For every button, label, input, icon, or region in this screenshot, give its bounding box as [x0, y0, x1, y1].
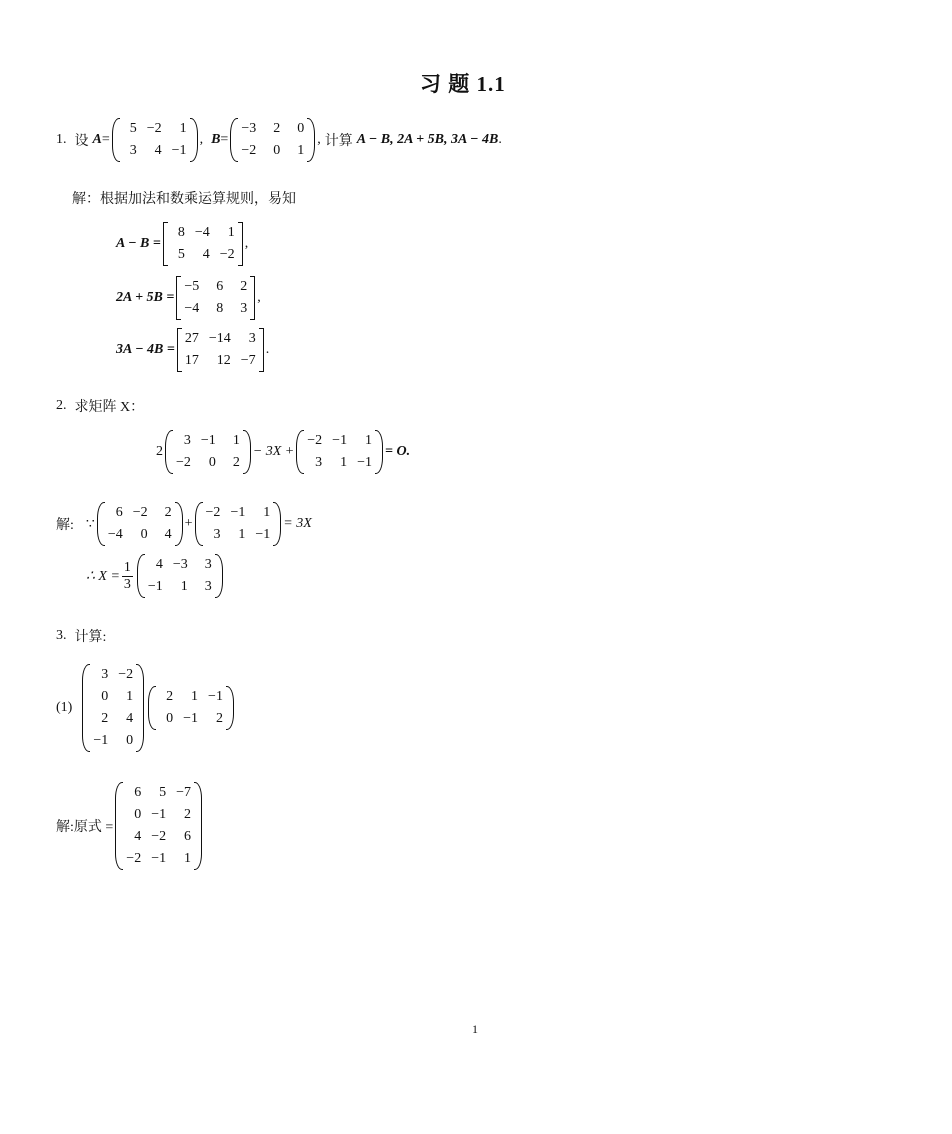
matrix-entry: 2 — [184, 807, 192, 822]
matrix-entry: −1 — [200, 433, 216, 448]
compute-text: 计算 — [324, 134, 353, 149]
matrix-entry: 3 — [248, 331, 256, 346]
problem-1-label: 1. — [56, 132, 67, 147]
matrix-entry: 2 — [273, 121, 281, 136]
matrix-entry: 0 — [297, 121, 305, 136]
matrix-4x2 — [82, 664, 144, 752]
matrix-entry: −1 — [357, 455, 372, 470]
matrix-entry: −5 — [184, 279, 200, 294]
fraction-denominator: 3 — [123, 576, 131, 592]
matrix-entry: 4 — [164, 527, 172, 542]
therefore-x: ∴ X = — [86, 568, 120, 584]
compute-targets: A − B, 2A + 5B, 3A − 4B — [356, 132, 499, 147]
page-title: 习 题 1.1 — [420, 72, 506, 96]
matrix-entry: 1 — [263, 505, 271, 520]
matrix-entry: 1 — [180, 579, 188, 594]
matrix-entry: 5 — [177, 247, 185, 262]
equals-sign: = — [220, 132, 229, 147]
matrix-entry: 6 — [134, 785, 142, 800]
matrix-entry: −2 — [151, 829, 167, 844]
matrix-a — [112, 118, 198, 162]
result-lhs: 3A − 4B = — [116, 342, 175, 357]
matrix-entry: 0 — [166, 711, 174, 726]
matrix-entry: −2 — [205, 505, 221, 520]
matrix-entry: 1 — [184, 851, 192, 866]
result-end: . — [265, 342, 270, 357]
result-lhs: 2A + 5B = — [116, 290, 175, 305]
result-a-minus-b — [116, 222, 248, 266]
problem-1-set-text: 设 — [74, 134, 89, 149]
matrix-entry: 1 — [227, 225, 235, 240]
matrix-entry: 17 — [184, 353, 199, 368]
matrix-entry: 1 — [364, 433, 372, 448]
matrix-entry: 2 — [240, 279, 248, 294]
result-2a-plus-5b — [116, 276, 261, 320]
fraction-numerator: 1 — [123, 559, 131, 575]
matrix-b — [230, 118, 315, 162]
problem-3-solution — [56, 782, 204, 870]
matrix-entry: 6 — [184, 829, 192, 844]
matrix-entry: 12 — [216, 353, 231, 368]
matrix-2x3 — [148, 686, 234, 730]
matrix-entry: 4 — [134, 829, 142, 844]
matrix-entry: −7 — [240, 353, 256, 368]
result-matrix — [176, 276, 255, 320]
matrix-entry: 3 — [101, 667, 109, 682]
solution-text: 解:原式 = — [56, 820, 114, 835]
matrix-entry: 3 — [204, 579, 212, 594]
matrix-entry: 8 — [216, 301, 224, 316]
matrix-entry: −14 — [208, 331, 231, 346]
matrix-entry: −2 — [219, 247, 235, 262]
matrix-entry: 1 — [340, 455, 348, 470]
matrix-entry: 1 — [238, 527, 246, 542]
matrix-entry: 2 — [164, 505, 172, 520]
sub-label: (1) — [56, 700, 73, 715]
matrix-entry: 1 — [297, 143, 305, 158]
matrix-entry: 1 — [179, 121, 187, 136]
matrix-entry: 0 — [134, 807, 142, 822]
matrix-entry: −4 — [107, 527, 123, 542]
coefficient: 2 — [156, 444, 163, 459]
because-symbol: ∵ — [85, 516, 95, 532]
symbol-b: B — [211, 132, 221, 147]
matrix-entry: 2 — [166, 689, 174, 704]
matrix-entry: −2 — [241, 143, 257, 158]
matrix-entry: −4 — [184, 301, 200, 316]
matrix-entry: −3 — [241, 121, 257, 136]
matrix-entry: 2 — [101, 711, 109, 726]
problem-2-label: 2. — [56, 398, 67, 413]
matrix-entry: 0 — [273, 143, 281, 158]
matrix-entry: 6 — [216, 279, 224, 294]
matrix-entry: −1 — [230, 505, 246, 520]
matrix-entry: 3 — [204, 557, 212, 572]
matrix-entry: 8 — [177, 225, 185, 240]
matrix-entry: −1 — [171, 143, 187, 158]
fraction-one-third — [122, 560, 133, 593]
matrix — [195, 502, 282, 546]
solution-label: 解: — [56, 518, 74, 533]
matrix-entry: 3 — [183, 433, 191, 448]
result-lhs: A − B = — [116, 236, 161, 251]
problem-2-solution-line-1 — [56, 502, 312, 546]
matrix-entry: −2 — [132, 505, 148, 520]
matrix-entry: −2 — [118, 667, 134, 682]
matrix-entry: −1 — [183, 711, 199, 726]
matrix-entry: −1 — [151, 851, 167, 866]
matrix-entry: 6 — [115, 505, 123, 520]
problem-3-statement — [56, 626, 106, 646]
matrix-entry: −2 — [176, 455, 191, 470]
result-matrix — [163, 222, 243, 266]
result-matrix-4x3 — [115, 782, 202, 870]
matrix-entry: −1 — [93, 733, 109, 748]
matrix-entry: 3 — [213, 527, 221, 542]
result-end: , — [244, 236, 249, 251]
matrix-entry: 0 — [140, 527, 148, 542]
problem-2-solution-line-2 — [86, 554, 225, 598]
matrix-entry: −1 — [255, 527, 271, 542]
matrix-entry: 0 — [126, 733, 134, 748]
matrix-entry: 5 — [129, 121, 137, 136]
period: . — [498, 132, 502, 147]
equals-3x: = 3X — [283, 516, 312, 531]
equals-o: = O. — [384, 444, 411, 459]
matrix-entry: −2 — [126, 851, 142, 866]
matrix-entry: −7 — [176, 785, 192, 800]
matrix-entry: 1 — [232, 433, 240, 448]
comma: , — [199, 132, 204, 147]
matrix-entry: 0 — [101, 689, 109, 704]
matrix-entry: 4 — [155, 557, 163, 572]
matrix-entry: 3 — [129, 143, 137, 158]
plus-sign: + — [184, 516, 193, 531]
result-end: , — [257, 290, 261, 305]
matrix — [137, 554, 223, 598]
result-3a-minus-4b — [116, 328, 269, 372]
matrix-entry: 3 — [240, 301, 248, 316]
matrix-entry: −2 — [307, 433, 323, 448]
page-number: 1 — [472, 1022, 478, 1036]
matrix — [165, 430, 251, 474]
matrix — [97, 502, 183, 546]
matrix-entry: 2 — [232, 455, 240, 470]
matrix-entry: −3 — [172, 557, 188, 572]
matrix-entry: 5 — [159, 785, 167, 800]
result-matrix — [177, 328, 264, 372]
problem-2-text: 求矩阵 X： — [74, 400, 145, 415]
comma: , — [317, 132, 321, 147]
matrix-entry: 4 — [154, 143, 162, 158]
matrix-entry: 4 — [202, 247, 210, 262]
matrix-entry: 0 — [208, 455, 216, 470]
problem-2-statement — [56, 396, 144, 416]
matrix-entry: −1 — [147, 579, 163, 594]
problem-1-statement — [56, 118, 502, 162]
matrix-entry: −1 — [151, 807, 167, 822]
minus-3x: − 3X + — [252, 444, 295, 459]
problem-3-text: 计算: — [74, 630, 107, 645]
symbol-a: A — [92, 132, 102, 147]
matrix-entry: 2 — [215, 711, 223, 726]
matrix — [296, 430, 383, 474]
matrix-entry: −2 — [146, 121, 162, 136]
problem-3-part-1 — [56, 664, 236, 752]
matrix-entry: −1 — [208, 689, 223, 704]
problem-2-equation — [156, 430, 410, 474]
problem-1-solution-intro: 解：根据加法和数乘运算规则，易知 — [72, 192, 296, 207]
matrix-entry: 1 — [126, 689, 134, 704]
matrix-entry: 3 — [315, 455, 323, 470]
matrix-entry: 1 — [191, 689, 199, 704]
matrix-entry: −4 — [194, 225, 210, 240]
problem-3-label: 3. — [56, 628, 67, 643]
matrix-entry: −1 — [332, 433, 348, 448]
matrix-entry: 27 — [184, 331, 199, 346]
matrix-entry: 4 — [126, 711, 134, 726]
equals-sign: = — [101, 132, 110, 147]
